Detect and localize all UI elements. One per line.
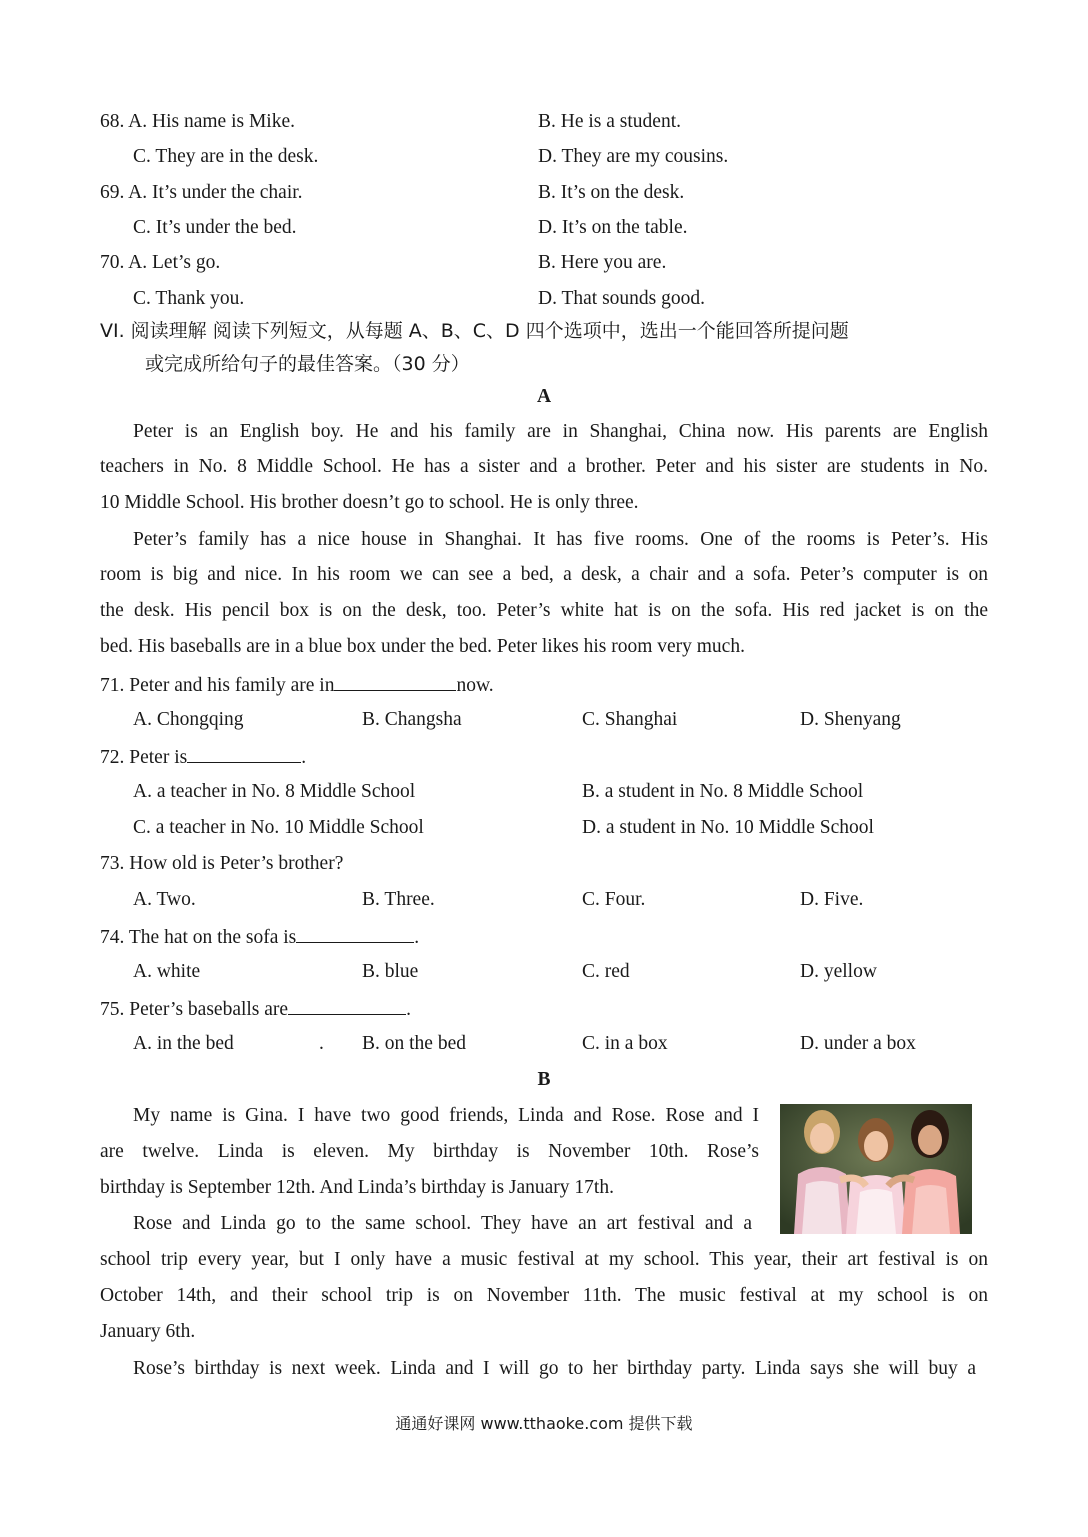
q74-option-a: A. white [133,961,201,982]
q72-option-d: D. a student in No. 10 Middle School [582,817,874,838]
passage-a-heading: A [536,386,552,407]
passage-b-p1-line: are twelve. Linda is eleven. My birthday is November 10th. Rose’s [100,1141,759,1162]
q72-option-b: B. a student in No. 8 Middle School [582,781,864,802]
q75-option-b: B. on the bed [362,1033,466,1054]
section-6-title-cont: 或完成所给句子的最佳答案。（30 分） [145,353,470,375]
passage-a-p1-line: 10 Middle School. His brother doesn’t go to school. He is only three. [100,492,639,513]
answer-blank[interactable] [334,672,456,691]
passage-a-p1-line: Peter is an English boy. He and his family are in Shanghai, China now. His parents are English [133,421,988,442]
passage-b-p2-line: Rose and Linda go to the same school. They have an art festival and a [133,1213,752,1234]
q74-option-b: B. blue [362,961,419,982]
passage-b-heading: B [537,1069,551,1090]
q71-option-c: C. Shanghai [582,709,678,730]
q68-option-c: C. They are in the desk. [133,146,319,167]
q74-option-c: C. red [582,961,630,982]
q72-option-a: A. a teacher in No. 8 Middle School [133,781,416,802]
passage-b-p3-line: Rose’s birthday is next week. Linda and I will go to her birthday party. Linda says she will buy a [133,1358,976,1379]
answer-blank[interactable] [288,996,406,1015]
q72-option-c: C. a teacher in No. 10 Middle School [133,817,424,838]
passage-b-p1-line: My name is Gina. I have two good friends, Linda and Rose. Rose and I [133,1105,759,1126]
q70-option-a: 70. A. Let’s go. [100,252,221,273]
q73-option-c: C. Four. [582,889,646,910]
q69-option-c: C. It’s under the bed. [133,217,297,238]
footer-download-note: 通通好课网 www.tthaoke.com 提供下载 [395,1414,693,1433]
q75-option-a: A. in the bed [133,1033,234,1054]
q68-option-a: 68. A. His name is Mike. [100,111,295,132]
passage-a-p2-line: bed. His baseballs are in a blue box under the bed. Peter likes his room very much. [100,636,745,657]
q73-stem: 73. How old is Peter’s brother? [100,853,344,874]
q73-option-b: B. Three. [362,889,435,910]
passage-a-p2-line: room is big and nice. In his room we can see a bed, a desk, a chair and a sofa. Peter’s computer is on [100,564,988,585]
q74-option-d: D. yellow [800,961,877,982]
q75-stem: 75. Peter’s baseballs are . [100,996,411,1022]
q74-stem: 74. The hat on the sofa is . [100,924,419,950]
q69-option-b: B. It’s on the desk. [538,182,685,203]
three-girls-photo [780,1104,972,1234]
q71-stem: 71. Peter and his family are in now. [100,672,494,698]
q75-option-c: C. in a box [582,1033,668,1054]
answer-blank[interactable] [296,924,414,943]
q70-option-c: C. Thank you. [133,288,245,309]
q73-option-d: D. Five. [800,889,864,910]
q75-option-d: D. under a box [800,1033,916,1054]
passage-a-p2-line: the desk. His pencil box is on the desk, too. Peter’s white hat is on the sofa. His red jacket is on the [100,600,988,621]
q68-option-b: B. He is a student. [538,111,681,132]
answer-blank[interactable] [187,744,301,763]
passage-a-p2-line: Peter’s family has a nice house in Shanghai. It has five rooms. One of the rooms is Peter’s. His [133,529,988,550]
q70-option-b: B. Here you are. [538,252,667,273]
passage-b-p2-line: school trip every year, but I only have a music festival at my school. This year, their art festival is on [100,1249,988,1270]
passage-a-p1-line: teachers in No. 8 Middle School. He has a sister and a brother. Peter and his sister are students in No. [100,456,988,477]
section-6-title: VI. 阅读理解 阅读下列短文，从每题 A、B、C、D 四个选项中，选出一个能回答所提问题 [100,320,849,342]
q69-option-d: D. It’s on the table. [538,217,688,238]
q75-option-a-dot: . [319,1033,324,1054]
q71-option-b: B. Changsha [362,709,462,730]
passage-b-p2-line: October 14th, and their school trip is on November 11th. The music festival at my school is on [100,1285,988,1306]
passage-b-p2-line: January 6th. [100,1321,196,1342]
q70-option-d: D. That sounds good. [538,288,706,309]
q71-option-a: A. Chongqing [133,709,244,730]
q68-option-d: D. They are my cousins. [538,146,729,167]
q73-option-a: A. Two. [133,889,196,910]
q72-stem: 72. Peter is . [100,744,306,770]
q71-option-d: D. Shenyang [800,709,901,730]
passage-b-p1-line: birthday is September 12th. And Linda’s birthday is January 17th. [100,1177,614,1198]
q69-option-a: 69. A. It’s under the chair. [100,182,303,203]
